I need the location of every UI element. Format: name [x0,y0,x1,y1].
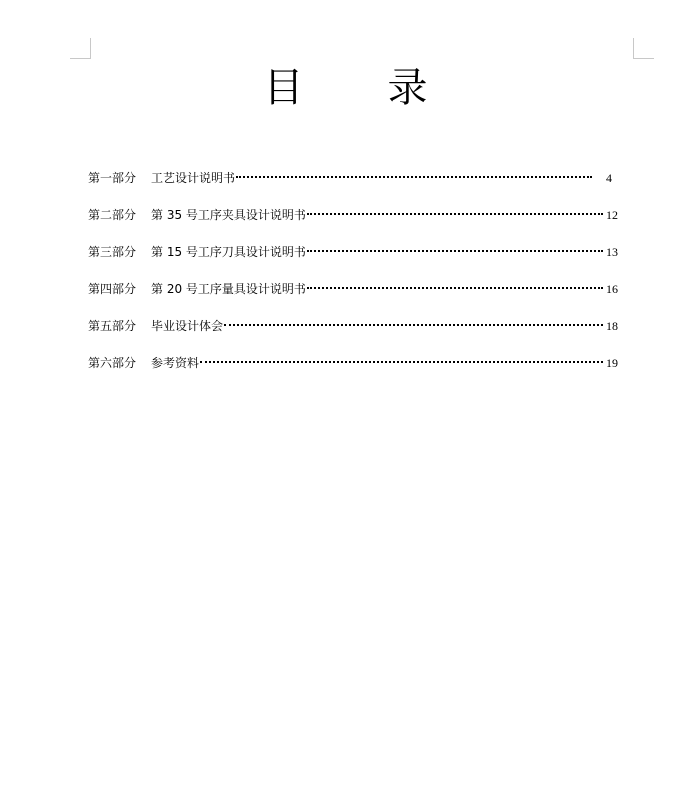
toc-entry-title: 参考资料 [151,356,200,370]
toc-page-number: 12 [606,208,618,222]
toc-leader-dots [307,287,603,289]
toc-part-label: 第五部分 [88,319,137,333]
toc-part-label: 第四部分 [88,282,137,296]
toc-entry-5[interactable] [88,316,618,353]
crop-mark-top-left [70,38,91,59]
toc-entry-title: 第 20 号工序量具设计说明书 [151,282,306,296]
toc-part-label: 第二部分 [88,208,137,222]
toc-leader-dots [236,176,592,178]
toc-entry-title: 第 15 号工序刀具设计说明书 [151,245,306,259]
toc-part-label: 第六部分 [88,356,137,370]
toc-entry-6[interactable] [88,353,618,390]
crop-mark-top-right [633,38,654,59]
toc-leader-dots [307,250,603,252]
table-of-contents [88,168,618,390]
toc-leader-dots [224,324,603,326]
toc-page-number: 4 [606,171,612,185]
toc-entry-title: 第 35 号工序夹具设计说明书 [151,208,306,222]
toc-entry-1[interactable] [88,168,618,205]
toc-leader-dots [307,213,603,215]
toc-leader-dots [200,361,603,363]
toc-entry-title: 工艺设计说明书 [151,171,236,185]
title-char-1: 目 [263,65,304,111]
toc-part-label: 第一部分 [88,171,137,185]
toc-page-number: 19 [606,356,618,370]
toc-page-number: 18 [606,319,618,333]
toc-entry-title: 毕业设计体会 [151,319,224,333]
page-title [0,60,691,116]
toc-entry-4[interactable] [88,279,618,316]
toc-entry-2[interactable] [88,205,618,242]
title-char-2: 录 [387,65,428,111]
toc-page-number: 16 [606,282,618,296]
toc-part-label: 第三部分 [88,245,137,259]
toc-page-number: 13 [606,245,618,259]
toc-entry-3[interactable] [88,242,618,279]
